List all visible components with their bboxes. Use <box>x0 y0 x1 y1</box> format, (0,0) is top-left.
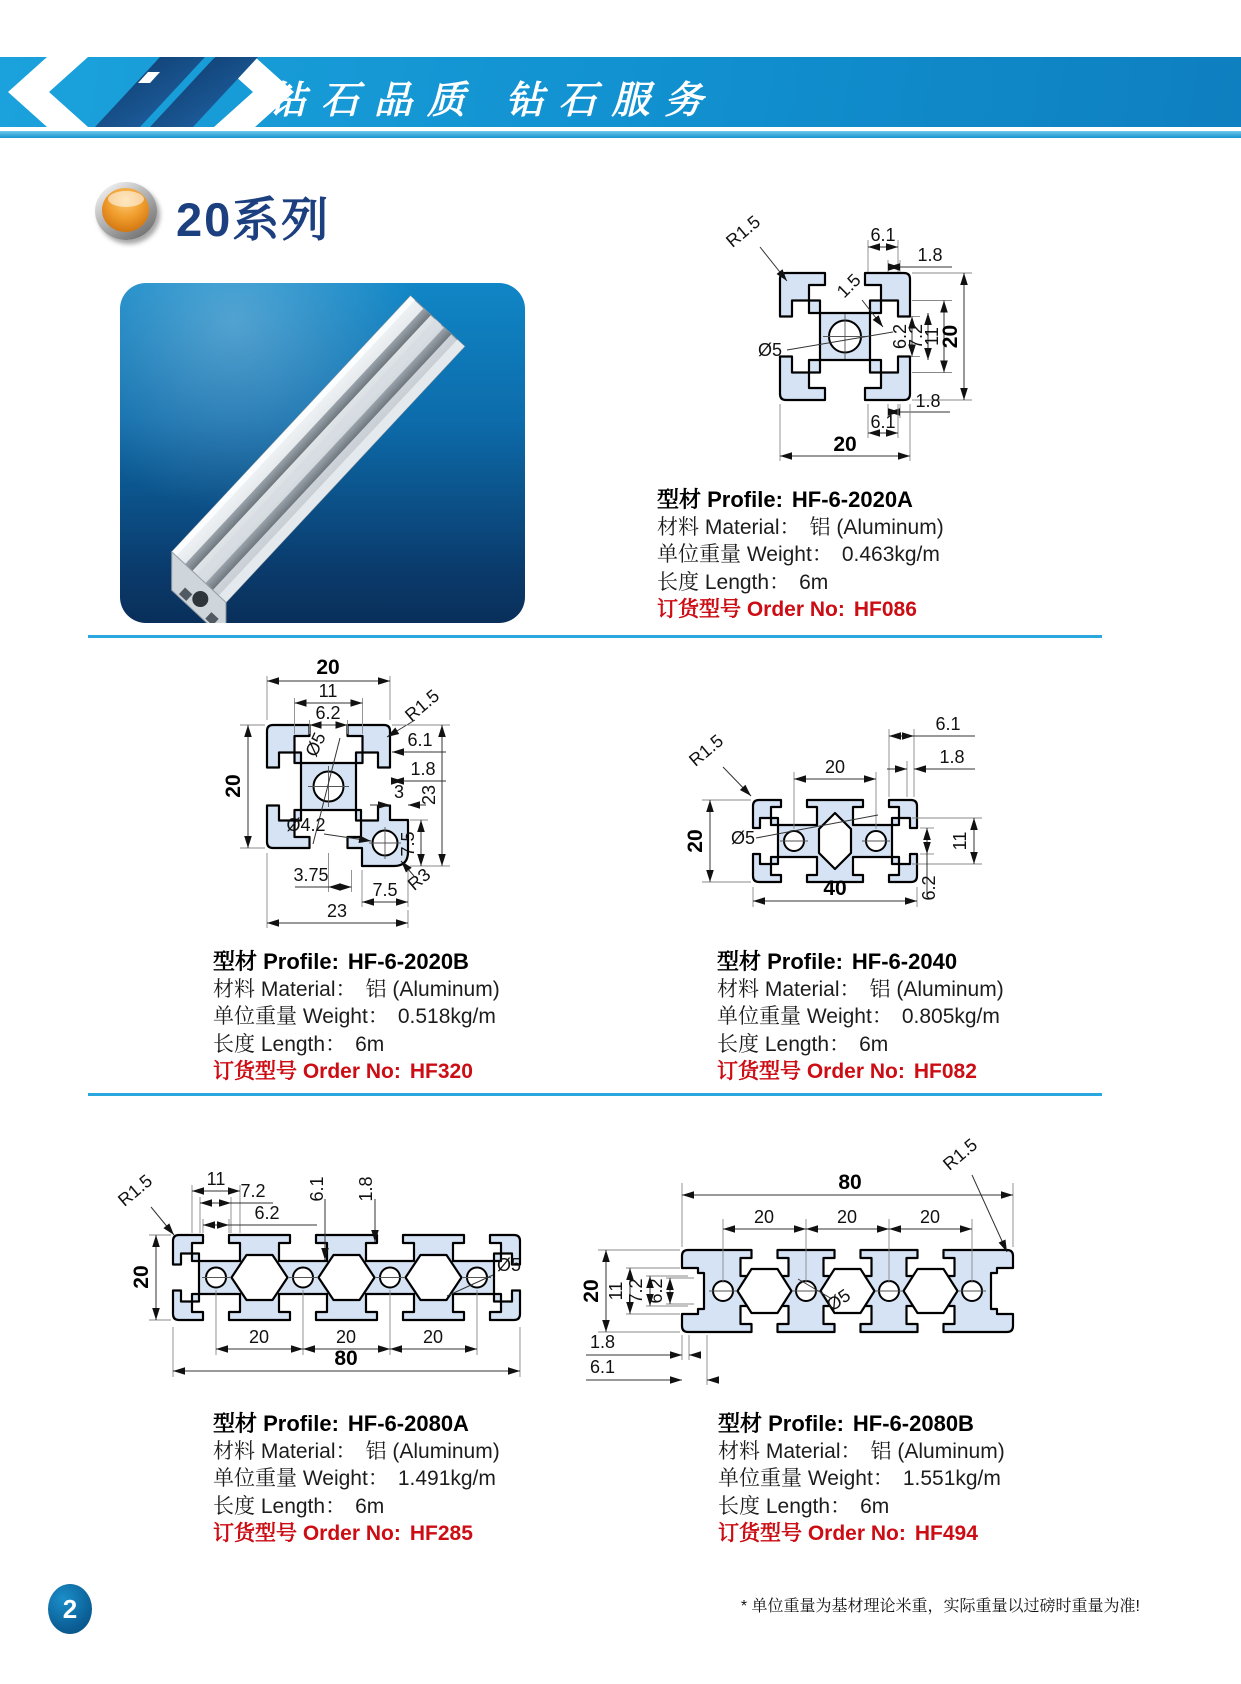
dim-label: Ø5 <box>496 1255 522 1275</box>
spec-order-label: 订货型号 Order No: <box>717 1060 905 1083</box>
dim-label: 20 <box>335 1327 357 1347</box>
spec-order-label: 订货型号 Order No: <box>213 1522 401 1545</box>
aluminum-profile-render <box>120 283 525 623</box>
dim-label: R3 <box>403 864 435 895</box>
dim-label: 40 <box>823 877 847 900</box>
dim-label: Ø4.2 <box>286 815 326 835</box>
drawing-hf-6-2020b <box>180 648 510 933</box>
spec-hf-6-2020a <box>657 486 944 624</box>
spec-material-label: 材料 Material： <box>213 977 357 1001</box>
dim-label: R1.5 <box>722 211 765 252</box>
dim-label: 11 <box>206 1169 226 1189</box>
dim-label: 6.1 <box>307 1176 327 1202</box>
dim-label: Ø5 <box>730 828 756 848</box>
spec-weight-value: 0.805kg/m <box>901 1005 1000 1028</box>
series-title: 20系列 <box>176 193 331 246</box>
spec-weight-value: 0.463kg/m <box>841 543 940 566</box>
series-dot-icon <box>95 182 157 240</box>
dim-label: 7.5 <box>372 880 398 900</box>
page-number-badge: 2 <box>48 1584 92 1634</box>
dim-label: Ø5 <box>757 340 783 360</box>
spec-length-label: 长度 Length： <box>213 1032 347 1056</box>
dim-label: 6.1 <box>870 412 896 432</box>
dim-label: 6.2 <box>890 323 910 350</box>
spec-material-value: 铝 (Aluminum) <box>365 977 500 1001</box>
dim-label: 80 <box>838 1171 862 1194</box>
dim-label: 20 <box>824 757 846 777</box>
dim-label: 7.5 <box>398 831 418 857</box>
spec-profile-value: HF-6-2020B <box>347 949 469 974</box>
spec-profile-value: HF-6-2040 <box>851 949 958 974</box>
spec-profile-label: 型材 Profile: <box>213 949 339 974</box>
dim-label: R1.5 <box>114 1170 157 1211</box>
dim-label: 1.8 <box>917 245 943 265</box>
dim-label: R1.5 <box>939 1134 982 1175</box>
dim-label: 6.2 <box>919 875 939 901</box>
spec-profile-value: HF-6-2080B <box>852 1411 974 1436</box>
spec-length-value: 6m <box>799 570 829 594</box>
dim-label: 20 <box>222 774 245 798</box>
dim-label: 20 <box>316 656 340 679</box>
dim-label: 11 <box>950 831 970 851</box>
spec-profile-label: 型材 Profile: <box>717 949 843 974</box>
spec-order-value: HF082 <box>913 1060 977 1083</box>
spec-profile-label: 型材 Profile: <box>718 1411 844 1436</box>
dim-label: 20 <box>939 324 962 349</box>
spec-length-label: 长度 Length： <box>213 1494 347 1518</box>
dim-label: 20 <box>130 1265 153 1289</box>
spec-order-value: HF285 <box>409 1522 473 1545</box>
spec-material-label: 材料 Material： <box>657 515 801 539</box>
product-photo <box>120 283 525 623</box>
spec-material-value: 铝 (Aluminum) <box>869 977 1004 1001</box>
spec-material-value: 铝 (Aluminum) <box>809 515 944 539</box>
dim-label: 1.8 <box>939 747 965 767</box>
dim-label: R1.5 <box>401 685 444 726</box>
spec-weight-label: 单位重量 Weight： <box>657 543 833 566</box>
spec-length-label: 长度 Length： <box>717 1032 851 1056</box>
spec-material-label: 材料 Material： <box>213 1439 357 1463</box>
dim-label: 80 <box>334 1347 358 1370</box>
dim-label: Ø5 <box>301 729 330 760</box>
spec-profile-value: HF-6-2080A <box>347 1411 469 1436</box>
spec-material-value: 铝 (Aluminum) <box>365 1439 500 1463</box>
dim-label: 11 <box>606 1281 626 1301</box>
dim-label: 6.2 <box>315 703 341 723</box>
section-divider <box>88 635 1102 638</box>
dim-label: 20 <box>833 433 857 456</box>
spec-hf-6-2080b <box>718 1410 1005 1548</box>
dim-label: 20 <box>684 829 707 853</box>
dim-label: 1.8 <box>915 391 941 411</box>
weight-disclaimer: * 单位重量为基材理论米重，实际重量以过磅时重量为准! <box>740 1598 1140 1615</box>
spec-order-value: HF494 <box>914 1522 978 1545</box>
dim-label: 6.1 <box>870 225 896 245</box>
spec-length-label: 长度 Length： <box>657 570 791 594</box>
spec-material-label: 材料 Material： <box>718 1439 862 1463</box>
dim-label: 1.8 <box>356 1176 376 1202</box>
dim-label: Ø5 <box>822 1285 855 1316</box>
dim-label: 6.1 <box>935 714 961 734</box>
dim-label: 3 <box>393 782 405 802</box>
dim-label: 6.2 <box>254 1203 280 1223</box>
dim-label: 23 <box>326 901 348 921</box>
series-dot-gloss <box>108 191 144 207</box>
spec-material-value: 铝 (Aluminum) <box>870 1439 1005 1463</box>
spec-material-label: 材料 Material： <box>717 977 861 1001</box>
spec-weight-value: 0.518kg/m <box>397 1005 496 1028</box>
spec-hf-6-2020b <box>213 948 500 1086</box>
drawing-hf-6-2080b <box>570 1105 1030 1395</box>
spec-order-value: HF320 <box>409 1060 473 1083</box>
spec-order-label: 订货型号 Order No: <box>213 1060 401 1083</box>
spec-length-value: 6m <box>355 1494 385 1518</box>
drawing-hf-6-2080a <box>95 1105 545 1390</box>
dim-label: 23 <box>419 784 439 806</box>
spec-weight-value: 1.491kg/m <box>397 1467 496 1490</box>
spec-length-value: 6m <box>860 1494 890 1518</box>
spec-length-label: 长度 Length： <box>718 1494 852 1518</box>
spec-weight-label: 单位重量 Weight： <box>717 1005 893 1028</box>
spec-weight-label: 单位重量 Weight： <box>213 1467 389 1490</box>
dim-label: 7.2 <box>906 323 926 350</box>
drawing-hf-6-2020a <box>650 190 980 480</box>
dim-label: 20 <box>753 1207 775 1227</box>
spec-profile-value: HF-6-2020A <box>791 487 913 512</box>
drawing-hf-6-2040 <box>630 645 1050 920</box>
spec-profile-label: 型材 Profile: <box>657 487 783 512</box>
dim-label: 20 <box>836 1207 858 1227</box>
dim-label: 6.1 <box>407 730 433 750</box>
spec-order-label: 订货型号 Order No: <box>718 1522 906 1545</box>
spec-hf-6-2040 <box>717 948 1004 1086</box>
dim-label: 7.2 <box>626 1278 646 1304</box>
dim-label: 6.1 <box>590 1357 616 1377</box>
spec-length-value: 6m <box>355 1032 385 1056</box>
spec-weight-label: 单位重量 Weight： <box>718 1467 894 1490</box>
header-band <box>0 57 1241 127</box>
dim-label: 20 <box>580 1279 603 1303</box>
brand-slogan: 钻石品质 钻石服务 <box>268 80 718 122</box>
spec-order-value: HF086 <box>853 598 917 621</box>
spec-profile-label: 型材 Profile: <box>213 1411 339 1436</box>
dim-label: 7.2 <box>240 1181 266 1201</box>
dim-label: 20 <box>422 1327 444 1347</box>
spec-order-label: 订货型号 Order No: <box>657 598 845 621</box>
header-stripe <box>0 131 1241 138</box>
dim-label: 20 <box>919 1207 941 1227</box>
spec-weight-label: 单位重量 Weight： <box>213 1005 389 1028</box>
dim-label: 11 <box>318 681 338 701</box>
dim-label: 6.2 <box>646 1278 666 1304</box>
spec-weight-value: 1.551kg/m <box>902 1467 1001 1490</box>
dim-label: 20 <box>248 1327 270 1347</box>
dim-label: 11 <box>922 327 942 346</box>
dim-label: 1.8 <box>590 1332 616 1352</box>
spec-length-value: 6m <box>859 1032 889 1056</box>
dim-label: 1.5 <box>832 269 865 302</box>
dim-label: 3.75 <box>293 865 329 885</box>
spec-hf-6-2080a <box>213 1410 500 1548</box>
section-divider <box>88 1093 1102 1096</box>
dim-label: R1.5 <box>685 730 728 771</box>
dim-label: 1.8 <box>410 759 436 779</box>
